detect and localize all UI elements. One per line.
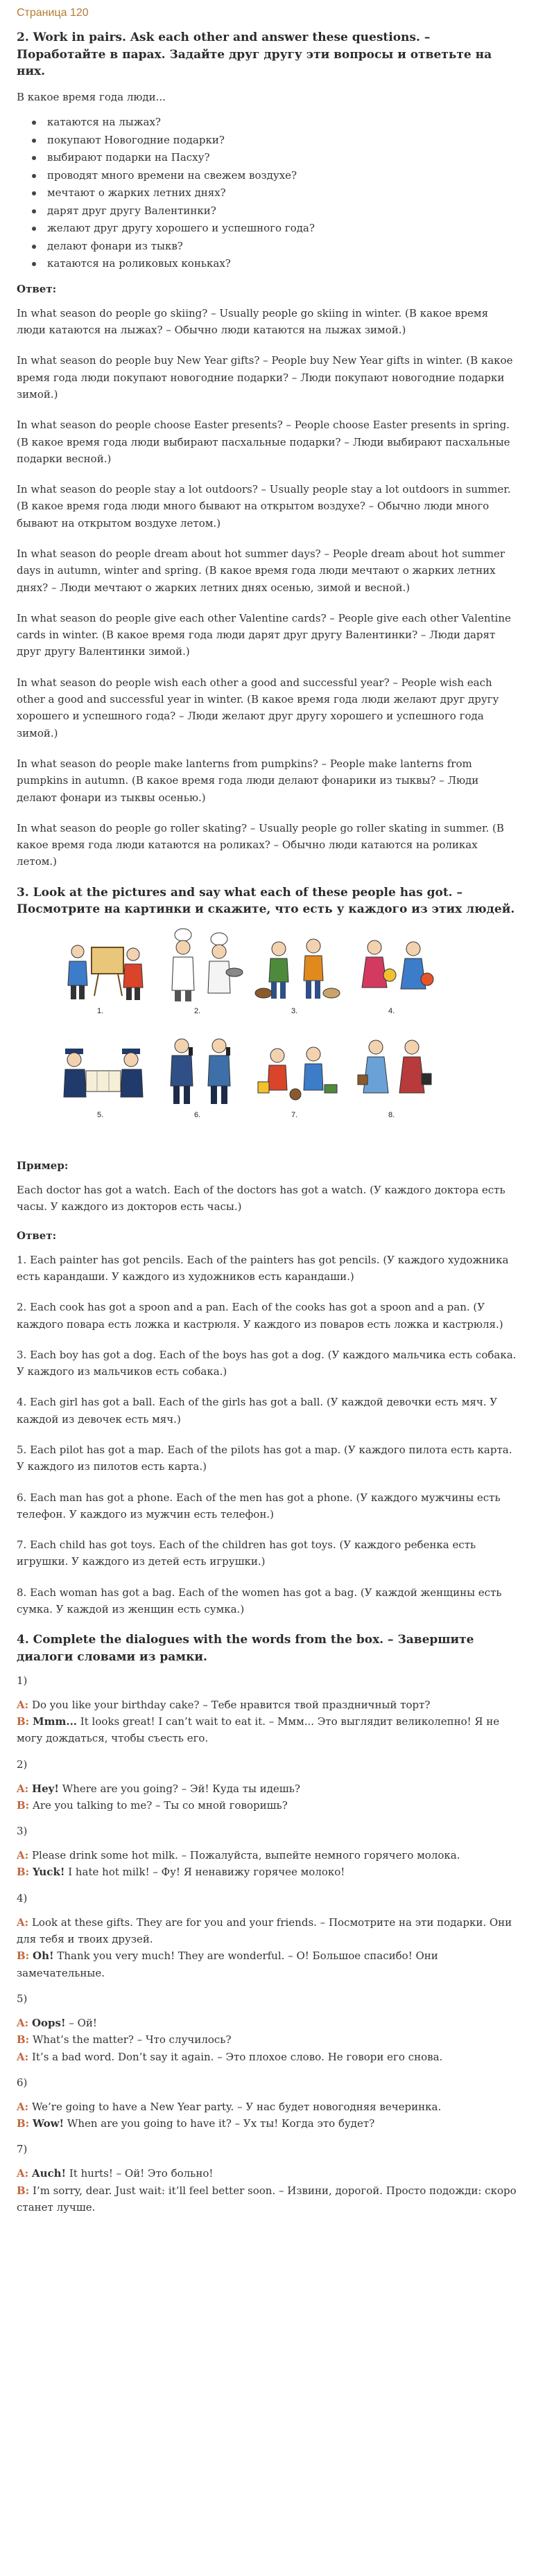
dialogue [17,2165,518,2216]
answer-paragraph: In what season do people dream about hot summer days? – People dream about hot summer days in autumn, winter and spring. (В какое время года люди мечтают о жарких летних днях? – Люди мечтают о жарких летних днях осенью, зимой и весной.) [17,547,505,594]
list-item: мечтают о жарких летних днях? [17,184,518,202]
figure-number: 2. [194,1007,201,1016]
dialogue [17,2015,518,2065]
answer-paragraph: 4. Each girl has got a ball. Each of the girls has got a ball. (У каждой девочки есть мяч. У каждой из девочек есть мяч.) [17,1396,498,1426]
exercise-2-answer-label: Ответ: [17,282,57,295]
speaker-label: B: [17,1715,30,1728]
speaker-label: B: [17,1866,30,1879]
figure-painters [58,927,148,1015]
list-item: выбирают подарки на Пасху? [17,149,518,167]
dialogue-line-text: Do you like your birthday cake? – Тебе нравится твой праздничный торт? [31,1698,431,1711]
figure-number: 1. [97,1007,104,1016]
exercise-2-intro: В какое время года люди... [17,90,166,103]
list-item: катаются на роликовых коньках? [17,255,518,273]
exercise-3-answer-label: Ответ: [17,1229,57,1242]
answer-paragraph: 8. Each woman has got a bag. Each of the women has got a bag. (У каждой женщины есть сумка. У каждой из женщин есть сумка.) [17,1586,502,1616]
speaker-label: A: [17,2167,29,2180]
answer-paragraph: In what season do people go skiing? – Usually people go skiing in winter. (В какое время люди катаются на лыжах? – Обычно люди катаются на лыжах зимой.) [17,306,489,337]
list-item: катаются на лыжах? [17,114,518,132]
answer-paragraph: 5. Each pilot has got a map. Each of the pilots has got a map. (У каждого пилота есть карта. У каждого из пилотов есть карта.) [17,1443,512,1473]
dialogue [17,1847,518,1881]
dialogue-line-text: I hate hot milk! – Фу! Я ненавижу горячее молоко! [68,1866,345,1879]
dialogue-number: 1) [17,1674,28,1687]
speaker-label: A: [17,1916,29,1929]
figure-number: 4. [388,1007,395,1016]
answer-paragraph: In what season do people buy New Year gifts? – People buy New Year gifts in winter. (В какое время года люди покупают новогодние подарки? – Люди покупают новогодние подарки зимой.) [17,354,513,401]
figure-cooks [155,927,245,1015]
dialogue [17,1780,518,1814]
dialogue [17,1914,518,1981]
answer-paragraph: 7. Each child has got toys. Each of the children has got toys. (У каждого ребенка есть игрушки. У каждого из детей есть игрушки.) [17,1539,476,1568]
dialogue-number: 5) [17,1992,28,2005]
dialogue-line-text: Thank you very much! They are wonderful. – О! Большое спасибо! Они замечательные. [17,1949,438,1979]
speaker-label: A: [17,2016,29,2029]
figure-girls-with-balls [349,927,440,1015]
speaker-label: B: [17,2117,30,2130]
list-item: покупают Новогодние подарки? [17,132,518,150]
figure-pilots [58,1031,148,1119]
answer-paragraph: 3. Each boy has got a dog. Each of the boys has got a dog. (У каждого мальчика есть собака. У каждого из мальчиков есть собака.) [17,1348,517,1378]
exercise-4-heading: 4. Complete the dialogues with the words from the box. – Завершите диалоги словами из рамки. [17,1633,474,1664]
speaker-label: B: [17,1949,30,1963]
dialogue-line-text: It looks great! I can’t wait to eat it. – Ммм... Это выглядит великолепно! Я не могу дождаться, чтобы съесть его. [17,1715,500,1745]
speaker-label: B: [17,2184,30,2197]
speaker-label: B: [17,1798,30,1812]
answer-paragraph: In what season do people choose Easter presents? – People choose Easter presents in spring. (В какое время года люди выбирают пасхальные подарки? – Люди выбирают пасхальные подарки весной.) [17,419,510,465]
dialogue-line-text: Are you talking to me? – Ты со мной говоришь? [33,1798,288,1812]
figure-boys-with-dogs [252,927,343,1015]
figure-number: 8. [388,1111,395,1120]
list-item: проводят много времени на свежем воздухе? [17,167,518,185]
dialogue-number: 6) [17,2076,28,2089]
answer-paragraph: In what season do people go roller skating? – Usually people go roller skating in summer. (В какое время года люди катаются на роликах? – Обычно люди катаются на роликах летом.) [17,821,504,868]
interjection: Oops! [31,2016,66,2029]
exercise-2-heading: 2. Work in pairs. Ask each other and answer these questions. – Поработайте в парах. Задайте друг другу эти вопросы и ответьте на них. [17,30,492,79]
interjection: Yuck! [33,1866,65,1879]
speaker-label: A: [17,2100,29,2113]
dialogue-number: 7) [17,2143,28,2156]
speaker-label: B: [17,2033,30,2047]
dialogue-line-text: It’s a bad word. Don’t say it again. – Это плохое слово. Не говори его снова. [31,2050,443,2063]
figure-number: 7. [291,1111,298,1120]
interjection: Wow! [33,2117,64,2130]
interjection: Auch! [31,2167,67,2180]
people-illustration [58,927,447,1128]
answer-paragraph: In what season do people stay a lot outdoors? – Usually people stay a lot outdoors in summer. (В какое время года люди много бывают на открытом воздухе? – Обычно люди много бывают на открытом воздухе летом.) [17,483,511,529]
answer-paragraph: In what season do people make lanterns from pumpkins? – People make lanterns from pumpkins in autumn. (В какое время года люди делают фонарики из тыквы? – Люди делают фонари из тыквы осенью.) [17,757,479,804]
list-item: желают друг другу хорошего и успешного года? [17,220,518,238]
answer-paragraph: 6. Each man has got a phone. Each of the men has got a phone. (У каждого мужчины есть телефон. У каждого из мужчин есть телефон.) [17,1491,501,1521]
dialogue-line-text: We’re going to have a New Year party. – У нас будет новогодняя вечеринка. [31,2100,442,2113]
figure-number: 5. [97,1111,104,1120]
example-paragraph: Each doctor has got a watch. Each of the doctors has got a watch. (У каждого доктора есть часы. У каждого из докторов есть часы.) [17,1184,505,1213]
dialogue-line-text: What’s the matter? – Что случилось? [33,2033,232,2047]
dialogue-line-text: It hurts! – Ой! Это больно! [69,2167,214,2180]
exercise-3-example-label: Пример: [17,1159,69,1173]
dialogue-line-text: – Ой! [69,2016,97,2029]
figure-number: 3. [291,1007,298,1016]
speaker-label: A: [17,1782,29,1795]
dialogue-line-text: Where are you going? – Эй! Куда ты идешь? [62,1782,300,1795]
interjection: Oh! [33,1949,54,1963]
dialogue-line-text: Please drink some hot milk. – Пожалуйста, выпейте немного горячего молока. [31,1849,460,1862]
exercise-3-heading: 3. Look at the pictures and say what each of these people has got. – Посмотрите на картинки и скажите, что есть у каждого из этих людей. [17,885,515,917]
dialogue-number: 2) [17,1758,28,1771]
list-item: дарят друг другу Валентинки? [17,202,518,220]
dialogue-line-text: Look at these gifts. They are for you and your friends. – Посмотрите на эти подарки. Они для тебя и твоих друзей. [17,1916,512,1946]
interjection: Mmm... [33,1715,78,1728]
page-title: Страница 120 [17,7,89,19]
dialogue [17,2099,518,2132]
dialogues-container [17,1674,518,2216]
exercise-2-question-list [17,114,518,273]
dialogue-line-text: I’m sorry, dear. Just wait: it’ll feel better soon. – Извини, дорогой. Просто подожди: скоро станет лучше. [17,2184,517,2214]
figure-women-with-bags [349,1031,440,1119]
speaker-label: A: [17,1698,29,1711]
interjection: Hey! [31,1782,59,1795]
speaker-label: A: [17,1849,29,1862]
dialogue-line-text: When are you going to have it? – Ух ты! Когда это будет? [67,2117,375,2130]
speaker-label: A: [17,2050,29,2063]
answer-paragraph: In what season do people give each other Valentine cards? – People give each other Valentine cards in winter. (В какое время года люди дарят друг другу Валентинки? – Люди дарят друг другу Валентинки зимой.) [17,611,511,658]
list-item: делают фонари из тыкв? [17,238,518,256]
figure-men-with-phones [155,1031,245,1119]
figure-children-with-toys [252,1031,343,1119]
figure-number: 6. [194,1111,201,1120]
answer-paragraph: In what season do people wish each other a good and successful year? – People wish each other a good and successful year in winter. (В какое время года люди желают друг другу хорошего и успешного года? – Люди желают друг другу хорошего и успешного года зимой.) [17,676,499,739]
dialogue-number: 4) [17,1891,28,1904]
answer-paragraph: 2. Each cook has got a spoon and a pan. Each of the cooks has got a spoon and a pan. (У каждого повара есть ложка и кастрюля. У каждого из поваров есть ложка и кастрюля.) [17,1301,503,1331]
dialogue [17,1697,518,1747]
answer-paragraph: 1. Each painter has got pencils. Each of the painters has got pencils. (У каждого художника есть карандаши. У каждого из художников есть карандаши.) [17,1253,509,1283]
dialogue-number: 3) [17,1825,28,1838]
